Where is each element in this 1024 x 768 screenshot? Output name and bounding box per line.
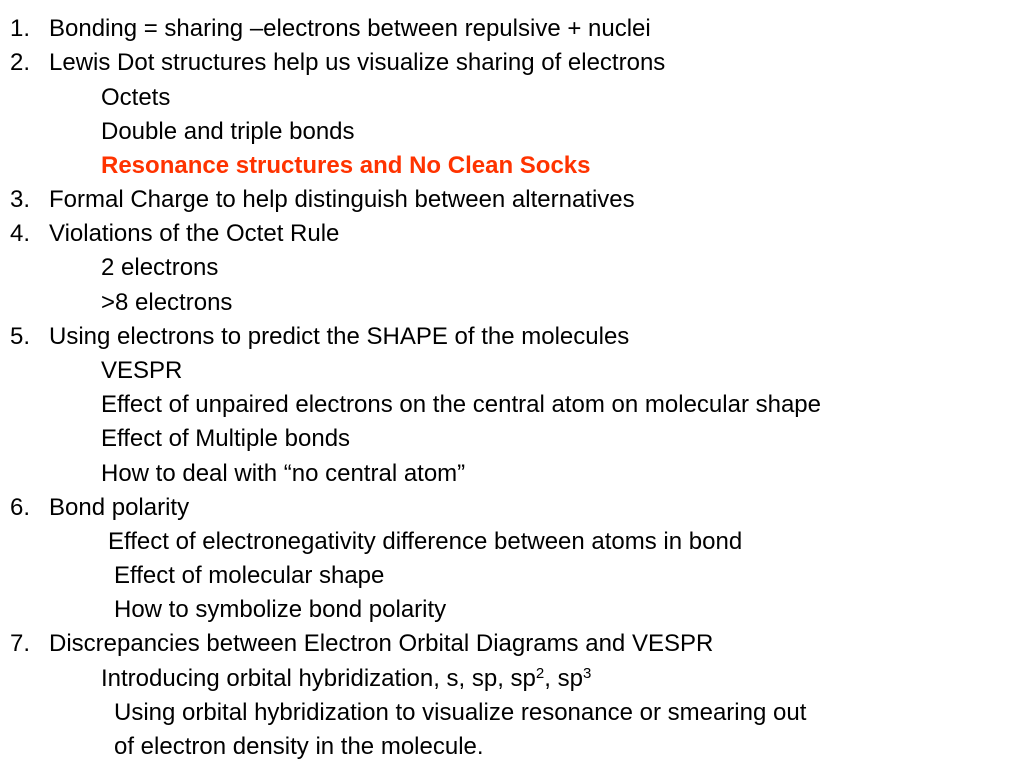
item-text: VESPR <box>101 357 183 384</box>
item-text: Bonding = sharing –electrons between repulsive + nuclei <box>49 15 651 42</box>
subitem-octets <box>101 81 170 115</box>
item-number: 6. <box>10 494 31 521</box>
item-number: 1. <box>10 15 31 42</box>
subitem-molecular-shape <box>114 559 384 593</box>
item-text: of electron density in the molecule. <box>114 733 484 760</box>
subitem-orbital-hybridization <box>101 662 591 696</box>
item-text: Effect of electronegativity difference between atoms in bond <box>108 528 743 555</box>
item-text: Discrepancies between Electron Orbital Diagrams and VESPR <box>49 630 714 657</box>
item-text: >8 electrons <box>101 289 233 316</box>
subitem-2-electrons <box>101 251 218 285</box>
item-text: Introducing orbital hybridization, s, sp, sp <box>101 665 536 692</box>
superscript-2: 2 <box>535 665 545 682</box>
item-number: 7. <box>10 630 31 657</box>
item-number: 5. <box>10 323 31 350</box>
item-text: Resonance structures and No Clean Socks <box>101 152 591 179</box>
item-text: Bond polarity <box>49 494 190 521</box>
item-text: Effect of unpaired electrons on the central atom on molecular shape <box>101 391 821 418</box>
subitem-symbolize-polarity <box>114 593 446 627</box>
item-text: Lewis Dot structures help us visualize sharing of electrons <box>49 49 666 76</box>
subitem-8-electrons <box>101 286 232 320</box>
item-number: 2. <box>10 49 31 76</box>
item-text: How to symbolize bond polarity <box>114 596 447 623</box>
subitem-electronegativity <box>108 525 742 559</box>
item-text: Formal Charge to help distinguish between alternatives <box>49 186 635 213</box>
item-text-mid: , sp <box>544 665 583 692</box>
subitem-no-central-atom <box>101 457 465 491</box>
superscript-3: 3 <box>582 665 592 682</box>
item-number: 4. <box>10 220 31 247</box>
item-text: How to deal with “no central atom” <box>101 460 466 487</box>
subitem-electron-density <box>114 730 484 764</box>
item-text: Effect of Multiple bonds <box>101 425 351 452</box>
item-text: Violations of the Octet Rule <box>49 220 340 247</box>
subitem-unpaired-electrons <box>101 388 821 422</box>
subitem-vespr <box>101 354 182 388</box>
item-text: Double and triple bonds <box>101 118 355 145</box>
item-text: Effect of molecular shape <box>114 562 385 589</box>
item-text: 2 electrons <box>101 254 219 281</box>
item-text: Octets <box>101 84 171 111</box>
subitem-visualize-resonance <box>114 696 806 730</box>
subitem-resonance-highlight <box>101 149 591 183</box>
subitem-double-triple-bonds <box>101 115 355 149</box>
item-text: Using orbital hybridization to visualize resonance or smearing out <box>114 699 807 726</box>
item-text: Using electrons to predict the SHAPE of the molecules <box>49 323 630 350</box>
subitem-multiple-bonds <box>101 422 350 456</box>
item-number: 3. <box>10 186 31 213</box>
